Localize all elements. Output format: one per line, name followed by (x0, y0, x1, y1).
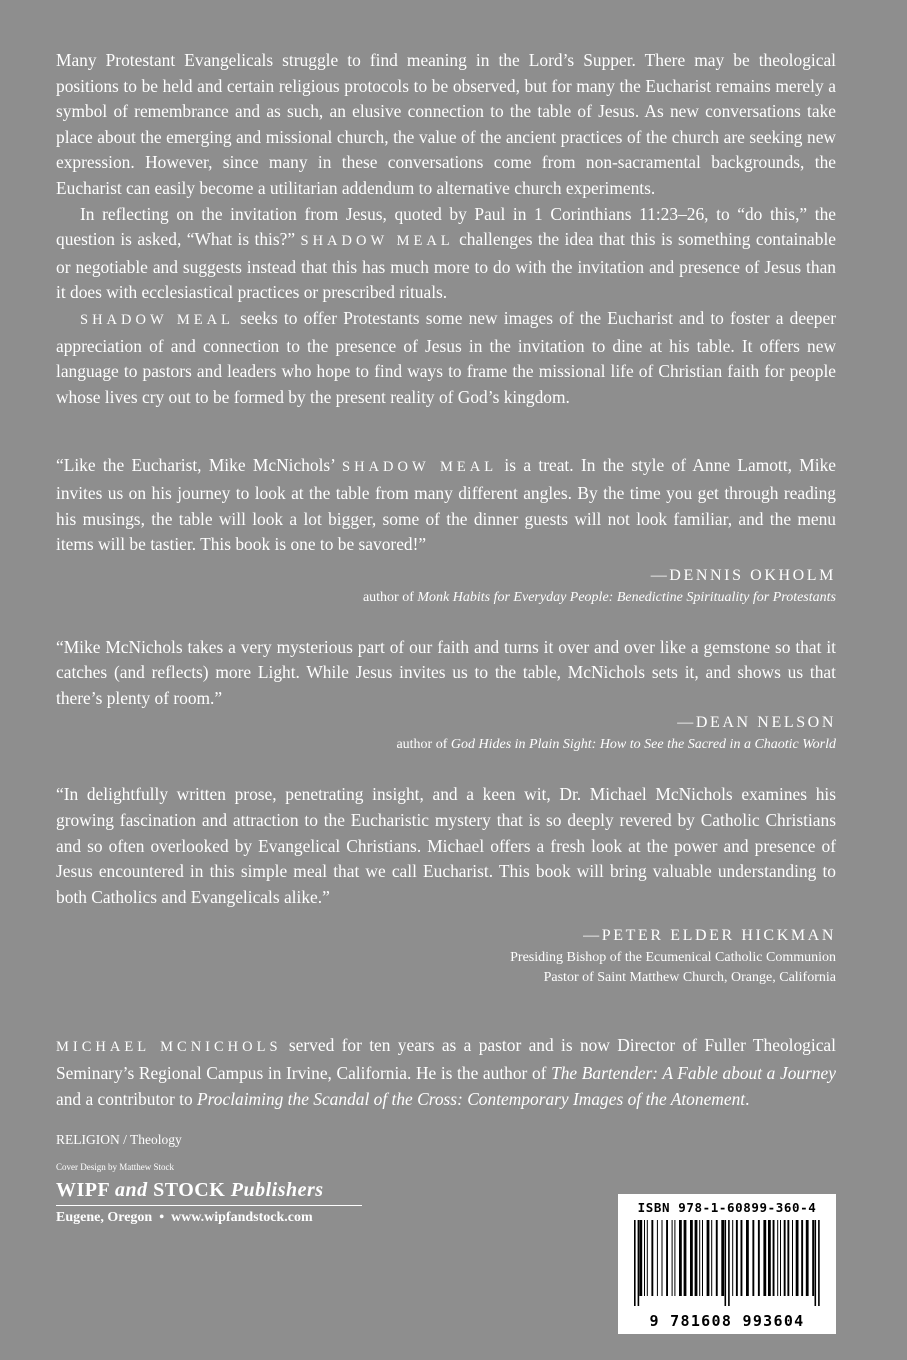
endorsement-text: “Mike McNichols takes a very mysterious part of our faith and turns it over and over like a gemstone so that it catches (and reflects) more Light. While Jesus invites us to the table, McNichols sets it, and shows us that there’s plenty of room.” (56, 636, 836, 708)
book-title-smallcaps: SHADOW MEAL (342, 459, 498, 476)
barcode-bars (632, 1220, 822, 1306)
book-title: The Bartender: A Fable about a Journey (551, 1063, 836, 1084)
category-label: RELIGION / Theology (56, 1132, 182, 1148)
publisher-location: Eugene, Oregon • www.wipfandstock.com (56, 1210, 313, 1226)
endorsement-attribution (56, 711, 836, 755)
endorsement-attribution (56, 924, 836, 988)
endorser-role: author of God Hides in Plain Sight: How to See the Sacred in a Chaotic World (396, 737, 836, 753)
endorser-name: —DENNIS OKHOLM (650, 566, 836, 584)
endorser-role: author of Monk Habits for Everyday People: Benedictine Spirituality for Protestants (362, 589, 836, 605)
author-bio: MICHAEL MCNICHOLS served for ten years as a pastor and is now Director of Fuller Theological Seminary’s Regional Campus in Irvine, California. He is the author of The Bartender: A Fable about a Journey and a contributor to Proclaiming the Scandal of the Cross: Contemporary Images of the Atonement. (56, 1035, 836, 1109)
endorsement-hickman (56, 782, 836, 988)
barcode-digits: 9 781608 993604 (649, 1312, 805, 1330)
endorsement-nelson (56, 635, 836, 756)
description-paragraph-3: SHADOW MEAL seeks to offer Protestants some new images of the Eucharist and to foster a deeper appreciation of and connection to the presence of Jesus in the invitation to dine at his table. It offers new language to pastors and leaders who hope to find ways to frame the missional life of Christian faith for people whose lives cry out to be formed by the present reality of God’s kingdom. (56, 307, 837, 407)
endorsement-attribution (56, 564, 836, 608)
publisher-name: WIPF and STOCK Publishers (56, 1179, 324, 1202)
description-paragraph-2: In reflecting on the invitation from Jesus, quoted by Paul in 1 Corinthians 11:23–26, to “do this,” the question is asked, “What is this?” SHADOW MEAL challenges the idea that this is something containable or negotiable and suggests instead that this has much more to do with the invitation and presence of Jesus than it does with ecclesiastical practices or prescribed rituals. (56, 203, 837, 303)
author-name-smallcaps: MICHAEL MCNICHOLS (56, 1039, 282, 1056)
book-title-smallcaps: SHADOW MEAL (300, 233, 454, 250)
description-paragraph-1: Many Protestant Evangelicals struggle to find meaning in the Lord’s Supper. There may be theological positions to be held and certain religious protocols to be observed, but for many the Eucharist remains merely a symbol of remembrance and as such, an elusive connection to the table of Jesus. As new conversations take place about the emerging and missional church, the value of the ancient practices of the church are seeking new expression. However, since many in these conversations come from non-sacramental backgrounds, the Eucharist can easily become a utilitarian addendum to alternative church experiments. (56, 50, 836, 198)
endorser-name: —DEAN NELSON (677, 714, 836, 732)
book-description (56, 48, 836, 410)
publisher-divider (56, 1205, 362, 1206)
book-title: Proclaiming the Scandal of the Cross: Contemporary Images of the Atonement (197, 1088, 746, 1109)
book-title-smallcaps: SHADOW MEAL (80, 311, 234, 328)
isbn-label: ISBN 978-1-60899-360-4 (637, 1200, 817, 1215)
endorsement-okholm (56, 453, 836, 607)
back-cover (56, 48, 836, 1226)
endorser-role-line-1: Presiding Bishop of the Ecumenical Catholic Communion (510, 950, 836, 966)
endorser-role-line-2: Pastor of Saint Matthew Church, Orange, California (543, 970, 836, 986)
endorser-name: —PETER ELDER HICKMAN (583, 927, 836, 945)
endorsement-text: “Like the Eucharist, Mike McNichols’ SHADOW MEAL is a treat. In the style of Anne Lamott, Mike invites us on his journey to look at the table from many different angles. By the time you get through reading his musings, the table will look a lot bigger, some of the dinner guests will not look familiar, and the menu items will be tastier. This book is one to be savored!” (56, 455, 836, 555)
cover-credit: Cover Design by Matthew Stock (56, 1162, 174, 1173)
endorsement-text: “In delightfully written prose, penetrating insight, and a keen wit, Dr. Michael McNichols examines his growing fascination and attraction to the Eucharistic mystery that is so deeply revered by Catholic Christians and so often overlooked by Evangelical Christians. Michael offers a fresh look at the power and presence of Jesus encountered in this simple meal that we call Eucharist. This book will bring valuable understanding to both Catholics and Evangelicals alike.” (56, 784, 836, 907)
isbn-barcode (618, 1194, 836, 1334)
